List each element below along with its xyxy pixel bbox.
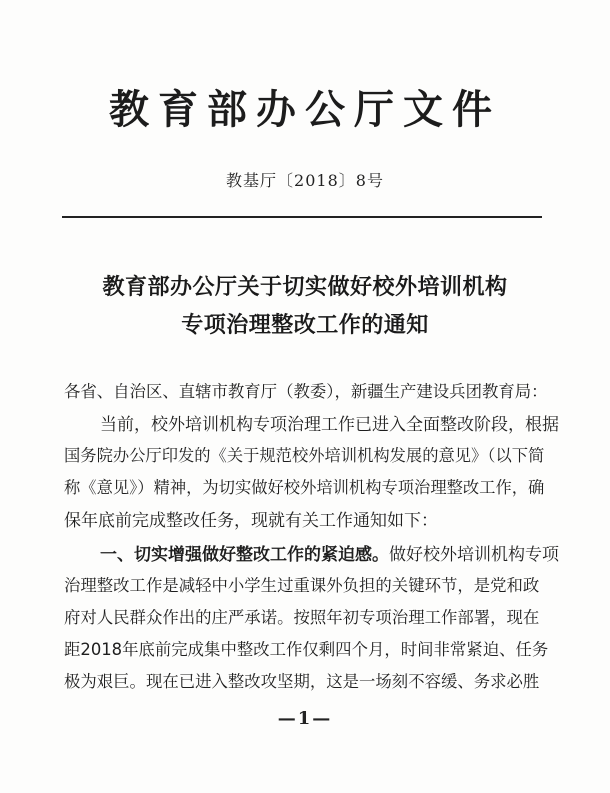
section-1-line-2: 治理整改工作是减轻中小学生过重课外负担的关键环节，是党和政 xyxy=(64,576,540,595)
paragraph-1-line-2: 国务院办公厅印发的《关于规范校外培训机构发展的意见》（以下简 xyxy=(64,446,545,465)
header-divider xyxy=(62,216,542,218)
page-number: —1— xyxy=(277,708,333,729)
paragraph-1-line-3: 称《意见》）精神，为切实做好校外培训机构专项治理整改工作，确 xyxy=(64,478,545,497)
addressee-line: 各省、自治区、直辖市教育厅（教委），新疆生产建设兵团教育局： xyxy=(64,382,548,401)
section-1-heading: 一、切实增强做好整改工作的紧迫感。 xyxy=(100,545,389,565)
paragraph-1-line-4: 保年底前完成整改任务，现就有关工作通知如下： xyxy=(64,511,438,531)
document-number: 教基厅〔2018〕8号 xyxy=(226,171,384,190)
section-1-first-line-rest: 做好校外培训机构专项 xyxy=(389,545,559,565)
section-1-line-5: 极为艰巨。现在已进入整改攻坚期，这是一场刻不容缓、务求必胜 xyxy=(64,672,540,691)
section-1-line-4: 距2018年底前完成集中整改工作仅剩四个月，时间非常紧迫、任务 xyxy=(64,640,549,659)
paragraph-1-line-1: 当前，校外培训机构专项治理工作已进入全面整改阶段，根据 xyxy=(100,415,559,435)
section-1-line-3: 府对人民群众作出的庄严承诺。按照年初专项治理工作部署，现在 xyxy=(64,608,540,627)
notice-title-line-2: 专项治理整改工作的通知 xyxy=(181,312,429,338)
document-header-title: 教育部办公厅文件 xyxy=(109,86,501,133)
section-1-first-line xyxy=(100,540,559,565)
notice-title-line-1: 教育部办公厅关于切实做好校外培训机构 xyxy=(102,274,508,300)
